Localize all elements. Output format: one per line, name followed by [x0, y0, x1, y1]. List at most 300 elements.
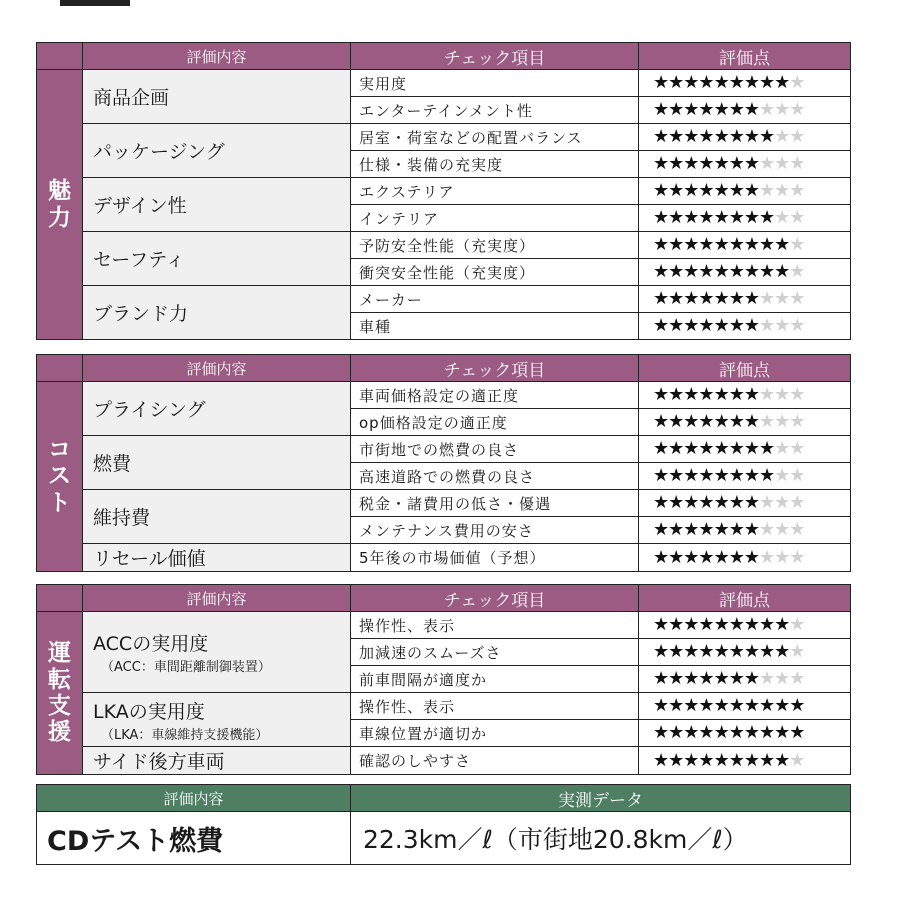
star-empty-icon: ★: [758, 153, 775, 174]
star-empty-icon: ★: [758, 492, 775, 513]
star-filled-icon: ★: [653, 261, 669, 282]
star-filled-icon: ★: [683, 153, 699, 174]
header-check-item: チェック項目: [351, 43, 639, 70]
category-name: サイド後方車両: [93, 751, 225, 773]
star-empty-icon: ★: [789, 288, 805, 309]
star-empty-icon: ★: [758, 180, 775, 201]
star-filled-icon: ★: [653, 99, 669, 120]
star-filled-icon: ★: [668, 180, 684, 201]
star-filled-icon: ★: [774, 614, 790, 635]
star-filled-icon: ★: [698, 668, 714, 689]
star-rating: [639, 151, 851, 178]
category-cell: [83, 544, 351, 572]
table-row: [37, 490, 851, 517]
star-filled-icon: ★: [668, 384, 684, 405]
star-empty-icon: ★: [774, 546, 790, 568]
star-rating: [639, 178, 851, 205]
check-item: 確認のしやすさ: [351, 747, 639, 775]
evaluation-table-unten: [36, 584, 851, 775]
star-empty-icon: ★: [758, 546, 775, 568]
table-row: [37, 436, 851, 463]
star-filled-icon: ★: [728, 384, 744, 405]
star-filled-icon: ★: [698, 234, 714, 255]
star-filled-icon: ★: [668, 668, 684, 689]
category-name: 燃費: [93, 453, 132, 475]
header-score: 評価点: [639, 43, 851, 70]
star-filled-icon: ★: [743, 722, 759, 743]
star-empty-icon: ★: [774, 384, 790, 405]
star-filled-icon: ★: [758, 749, 775, 771]
star-empty-icon: ★: [774, 315, 790, 336]
star-rating: [639, 97, 851, 124]
star-filled-icon: ★: [728, 749, 744, 771]
header-corner: [37, 43, 83, 70]
star-filled-icon: ★: [728, 153, 744, 174]
star-filled-icon: ★: [653, 749, 669, 771]
star-filled-icon: ★: [713, 384, 729, 405]
star-empty-icon: ★: [789, 519, 805, 540]
star-filled-icon: ★: [683, 695, 699, 716]
star-filled-icon: ★: [743, 695, 759, 716]
star-filled-icon: ★: [758, 438, 775, 459]
star-empty-icon: ★: [789, 126, 805, 147]
star-empty-icon: ★: [789, 668, 805, 689]
star-filled-icon: ★: [683, 315, 699, 336]
star-filled-icon: ★: [683, 519, 699, 540]
section-label-char: 転: [48, 666, 71, 693]
star-filled-icon: ★: [668, 411, 684, 432]
star-filled-icon: ★: [728, 207, 744, 228]
category-name: セーフティ: [93, 249, 185, 271]
star-empty-icon: ★: [789, 546, 805, 568]
check-item: 車線位置が適切か: [351, 720, 639, 747]
star-filled-icon: ★: [668, 695, 684, 716]
star-filled-icon: ★: [728, 234, 744, 255]
check-item: メーカー: [351, 286, 639, 313]
star-filled-icon: ★: [713, 641, 729, 662]
check-item: 居室・荷室などの配置バランス: [351, 124, 639, 151]
check-item: 仕様・装備の充実度: [351, 151, 639, 178]
star-empty-icon: ★: [789, 438, 805, 459]
star-empty-icon: ★: [789, 384, 805, 405]
section-label-char: 力: [48, 204, 71, 231]
cd-test-table: [36, 784, 851, 865]
star-empty-icon: ★: [789, 614, 805, 635]
star-filled-icon: ★: [683, 411, 699, 432]
star-filled-icon: ★: [653, 438, 669, 459]
star-filled-icon: ★: [668, 438, 684, 459]
star-filled-icon: ★: [653, 641, 669, 662]
star-filled-icon: ★: [668, 207, 684, 228]
star-filled-icon: ★: [743, 749, 759, 771]
star-filled-icon: ★: [713, 99, 729, 120]
star-filled-icon: ★: [728, 99, 744, 120]
star-filled-icon: ★: [758, 695, 775, 716]
star-filled-icon: ★: [743, 315, 759, 336]
star-filled-icon: ★: [698, 207, 714, 228]
star-filled-icon: ★: [683, 288, 699, 309]
star-filled-icon: ★: [774, 722, 790, 743]
category-cell: [83, 382, 351, 436]
star-empty-icon: ★: [758, 519, 775, 540]
star-filled-icon: ★: [713, 614, 729, 635]
star-filled-icon: ★: [713, 668, 729, 689]
category-cell: [83, 70, 351, 124]
star-filled-icon: ★: [653, 465, 669, 486]
star-filled-icon: ★: [668, 722, 684, 743]
star-filled-icon: ★: [743, 438, 759, 459]
star-rating: [639, 205, 851, 232]
star-empty-icon: ★: [789, 315, 805, 336]
category-subnote: （ACC：車間距離制御装置）: [101, 660, 271, 675]
star-filled-icon: ★: [728, 411, 744, 432]
check-item: エクステリア: [351, 178, 639, 205]
star-empty-icon: ★: [789, 465, 805, 486]
star-filled-icon: ★: [789, 695, 805, 716]
star-filled-icon: ★: [683, 261, 699, 282]
star-filled-icon: ★: [774, 261, 790, 282]
star-empty-icon: ★: [758, 315, 775, 336]
star-filled-icon: ★: [713, 546, 729, 568]
star-filled-icon: ★: [758, 641, 775, 662]
star-filled-icon: ★: [743, 126, 759, 147]
star-rating: [639, 436, 851, 463]
star-filled-icon: ★: [653, 411, 669, 432]
evaluation-table-miryoku: [36, 42, 851, 340]
star-rating: [639, 409, 851, 436]
section-label-char: 援: [48, 719, 71, 746]
star-filled-icon: ★: [683, 641, 699, 662]
star-filled-icon: ★: [713, 315, 729, 336]
star-filled-icon: ★: [683, 234, 699, 255]
star-filled-icon: ★: [698, 492, 714, 513]
star-filled-icon: ★: [698, 641, 714, 662]
star-rating: [639, 286, 851, 313]
category-name: ブランド力: [93, 303, 189, 325]
star-filled-icon: ★: [743, 492, 759, 513]
check-item: 予防安全性能（充実度）: [351, 232, 639, 259]
cd-header-actual: 実測データ: [351, 785, 851, 812]
star-filled-icon: ★: [683, 384, 699, 405]
star-filled-icon: ★: [728, 722, 744, 743]
star-filled-icon: ★: [683, 180, 699, 201]
star-filled-icon: ★: [668, 315, 684, 336]
star-filled-icon: ★: [713, 234, 729, 255]
star-filled-icon: ★: [653, 492, 669, 513]
star-rating: [639, 232, 851, 259]
category-name: 商品企画: [93, 87, 170, 109]
star-filled-icon: ★: [698, 180, 714, 201]
star-filled-icon: ★: [758, 261, 775, 282]
star-filled-icon: ★: [728, 614, 744, 635]
star-filled-icon: ★: [668, 99, 684, 120]
cd-test-value: 22.3km／ℓ（市街地20.8km／ℓ）: [351, 812, 851, 865]
star-filled-icon: ★: [743, 641, 759, 662]
star-filled-icon: ★: [789, 722, 805, 743]
star-filled-icon: ★: [653, 288, 669, 309]
table-header-row: [37, 355, 851, 382]
star-filled-icon: ★: [683, 749, 699, 771]
category-name: ACCの実用度: [93, 633, 209, 655]
star-filled-icon: ★: [698, 261, 714, 282]
star-filled-icon: ★: [774, 234, 790, 255]
star-filled-icon: ★: [743, 384, 759, 405]
star-rating: [639, 463, 851, 490]
star-empty-icon: ★: [789, 749, 805, 771]
star-filled-icon: ★: [683, 492, 699, 513]
star-filled-icon: ★: [653, 234, 669, 255]
star-empty-icon: ★: [774, 99, 790, 120]
star-filled-icon: ★: [698, 546, 714, 568]
star-empty-icon: ★: [789, 207, 805, 228]
star-empty-icon: ★: [758, 288, 775, 309]
star-filled-icon: ★: [743, 546, 759, 568]
header-check-item: チェック項目: [351, 585, 639, 612]
header-naiyo: 評価内容: [83, 355, 351, 382]
star-filled-icon: ★: [653, 519, 669, 540]
star-filled-icon: ★: [668, 153, 684, 174]
check-item: 車両価格設定の適正度: [351, 382, 639, 409]
section-label: [37, 382, 83, 572]
star-filled-icon: ★: [653, 668, 669, 689]
table-row: [37, 612, 851, 639]
star-filled-icon: ★: [743, 411, 759, 432]
star-filled-icon: ★: [698, 695, 714, 716]
star-filled-icon: ★: [728, 492, 744, 513]
category-subnote: （LKA：車線維持支援機能）: [101, 727, 269, 743]
star-filled-icon: ★: [713, 695, 729, 716]
star-filled-icon: ★: [728, 261, 744, 282]
star-filled-icon: ★: [698, 72, 714, 93]
star-filled-icon: ★: [728, 668, 744, 689]
star-filled-icon: ★: [743, 180, 759, 201]
header-score: 評価点: [639, 355, 851, 382]
star-filled-icon: ★: [653, 384, 669, 405]
table-row: [37, 693, 851, 720]
star-empty-icon: ★: [789, 411, 805, 432]
check-item: メンテナンス費用の安さ: [351, 517, 639, 544]
star-filled-icon: ★: [728, 546, 744, 568]
check-item: インテリア: [351, 205, 639, 232]
star-filled-icon: ★: [653, 546, 669, 568]
section-label-char: 魅: [48, 178, 71, 205]
star-filled-icon: ★: [668, 261, 684, 282]
category-name: プライシング: [93, 399, 206, 421]
star-filled-icon: ★: [728, 465, 744, 486]
star-filled-icon: ★: [683, 126, 699, 147]
star-filled-icon: ★: [728, 72, 744, 93]
star-rating: [639, 490, 851, 517]
star-filled-icon: ★: [668, 126, 684, 147]
category-cell: [83, 286, 351, 340]
star-filled-icon: ★: [713, 749, 729, 771]
star-filled-icon: ★: [743, 99, 759, 120]
star-empty-icon: ★: [789, 72, 805, 93]
category-cell: [83, 178, 351, 232]
star-filled-icon: ★: [683, 72, 699, 93]
star-filled-icon: ★: [698, 465, 714, 486]
star-empty-icon: ★: [758, 668, 775, 689]
star-filled-icon: ★: [728, 641, 744, 662]
cd-test-header-row: [37, 785, 851, 812]
header-corner: [37, 585, 83, 612]
star-filled-icon: ★: [698, 749, 714, 771]
section-label: [37, 612, 83, 775]
star-filled-icon: ★: [743, 153, 759, 174]
star-filled-icon: ★: [683, 668, 699, 689]
table-header-row: [37, 585, 851, 612]
star-filled-icon: ★: [653, 695, 669, 716]
star-empty-icon: ★: [774, 465, 790, 486]
star-empty-icon: ★: [789, 153, 805, 174]
star-filled-icon: ★: [668, 749, 684, 771]
star-filled-icon: ★: [668, 288, 684, 309]
star-filled-icon: ★: [713, 492, 729, 513]
cd-test-label: CDテスト燃費: [37, 812, 351, 865]
check-item: 前車間隔が適度か: [351, 666, 639, 693]
category-cell: [83, 124, 351, 178]
star-filled-icon: ★: [683, 465, 699, 486]
star-empty-icon: ★: [774, 492, 790, 513]
star-filled-icon: ★: [758, 614, 775, 635]
check-item: 加減速のスムーズさ: [351, 639, 639, 666]
category-name: パッケージング: [93, 141, 225, 163]
check-item: エンターテインメント性: [351, 97, 639, 124]
category-cell: [83, 747, 351, 775]
star-filled-icon: ★: [713, 72, 729, 93]
star-empty-icon: ★: [789, 99, 805, 120]
star-rating: [639, 693, 851, 720]
star-filled-icon: ★: [758, 207, 775, 228]
star-filled-icon: ★: [713, 722, 729, 743]
star-filled-icon: ★: [698, 288, 714, 309]
star-filled-icon: ★: [758, 234, 775, 255]
star-filled-icon: ★: [713, 465, 729, 486]
star-rating: [639, 666, 851, 693]
star-filled-icon: ★: [728, 438, 744, 459]
star-filled-icon: ★: [653, 153, 669, 174]
star-filled-icon: ★: [653, 722, 669, 743]
star-filled-icon: ★: [683, 722, 699, 743]
star-filled-icon: ★: [743, 519, 759, 540]
star-empty-icon: ★: [789, 234, 805, 255]
star-filled-icon: ★: [698, 126, 714, 147]
category-name: 維持費: [93, 507, 151, 529]
star-empty-icon: ★: [789, 261, 805, 282]
star-rating: [639, 259, 851, 286]
star-filled-icon: ★: [668, 614, 684, 635]
star-filled-icon: ★: [758, 72, 775, 93]
table-row: [37, 124, 851, 151]
star-rating: [639, 313, 851, 340]
star-filled-icon: ★: [653, 180, 669, 201]
star-filled-icon: ★: [698, 438, 714, 459]
star-filled-icon: ★: [743, 288, 759, 309]
star-filled-icon: ★: [713, 288, 729, 309]
star-empty-icon: ★: [774, 180, 790, 201]
star-filled-icon: ★: [698, 614, 714, 635]
star-filled-icon: ★: [698, 153, 714, 174]
star-filled-icon: ★: [713, 207, 729, 228]
cd-header-naiyo: 評価内容: [37, 785, 351, 812]
star-filled-icon: ★: [668, 72, 684, 93]
section-label-char: ト: [48, 489, 71, 516]
star-filled-icon: ★: [653, 315, 669, 336]
star-filled-icon: ★: [743, 465, 759, 486]
star-filled-icon: ★: [743, 207, 759, 228]
star-filled-icon: ★: [698, 384, 714, 405]
star-empty-icon: ★: [758, 99, 775, 120]
star-empty-icon: ★: [758, 411, 775, 432]
check-item: 市街地での燃費の良さ: [351, 436, 639, 463]
star-filled-icon: ★: [653, 614, 669, 635]
star-rating: [639, 124, 851, 151]
section-label-char: 支: [48, 693, 71, 719]
star-filled-icon: ★: [713, 438, 729, 459]
star-empty-icon: ★: [774, 126, 790, 147]
check-item: 操作性、表示: [351, 612, 639, 639]
star-filled-icon: ★: [713, 126, 729, 147]
star-filled-icon: ★: [713, 519, 729, 540]
star-filled-icon: ★: [728, 180, 744, 201]
star-filled-icon: ★: [653, 207, 669, 228]
check-item: 実用度: [351, 70, 639, 97]
star-filled-icon: ★: [683, 438, 699, 459]
star-filled-icon: ★: [728, 288, 744, 309]
header-naiyo: 評価内容: [83, 585, 351, 612]
section-label-char: 運: [48, 640, 71, 667]
star-rating: [639, 517, 851, 544]
star-filled-icon: ★: [698, 722, 714, 743]
star-filled-icon: ★: [668, 492, 684, 513]
top-decoration: [60, 0, 130, 6]
star-rating: [639, 720, 851, 747]
star-filled-icon: ★: [698, 315, 714, 336]
star-empty-icon: ★: [789, 641, 805, 662]
category-cell: [83, 232, 351, 286]
star-filled-icon: ★: [698, 99, 714, 120]
section-label-char: ス: [48, 463, 71, 490]
header-naiyo: 評価内容: [83, 43, 351, 70]
check-item: 高速道路での燃費の良さ: [351, 463, 639, 490]
star-empty-icon: ★: [789, 492, 805, 513]
star-empty-icon: ★: [774, 519, 790, 540]
star-empty-icon: ★: [774, 668, 790, 689]
category-name: LKAの実用度: [93, 700, 205, 723]
star-filled-icon: ★: [774, 641, 790, 662]
star-filled-icon: ★: [728, 519, 744, 540]
star-filled-icon: ★: [758, 126, 775, 147]
star-filled-icon: ★: [774, 695, 790, 716]
table-row: [37, 747, 851, 775]
section-label: [37, 70, 83, 340]
table-row: [37, 544, 851, 572]
star-filled-icon: ★: [653, 72, 669, 93]
category-cell: [83, 693, 351, 747]
table-header-row: [37, 43, 851, 70]
table-row: [37, 286, 851, 313]
star-empty-icon: ★: [774, 438, 790, 459]
star-filled-icon: ★: [758, 465, 775, 486]
category-name: デザイン性: [93, 195, 187, 217]
star-filled-icon: ★: [713, 153, 729, 174]
star-filled-icon: ★: [668, 234, 684, 255]
star-filled-icon: ★: [668, 546, 684, 568]
header-corner: [37, 355, 83, 382]
star-rating: [639, 612, 851, 639]
check-item: 税金・諸費用の低さ・優遇: [351, 490, 639, 517]
star-filled-icon: ★: [728, 315, 744, 336]
